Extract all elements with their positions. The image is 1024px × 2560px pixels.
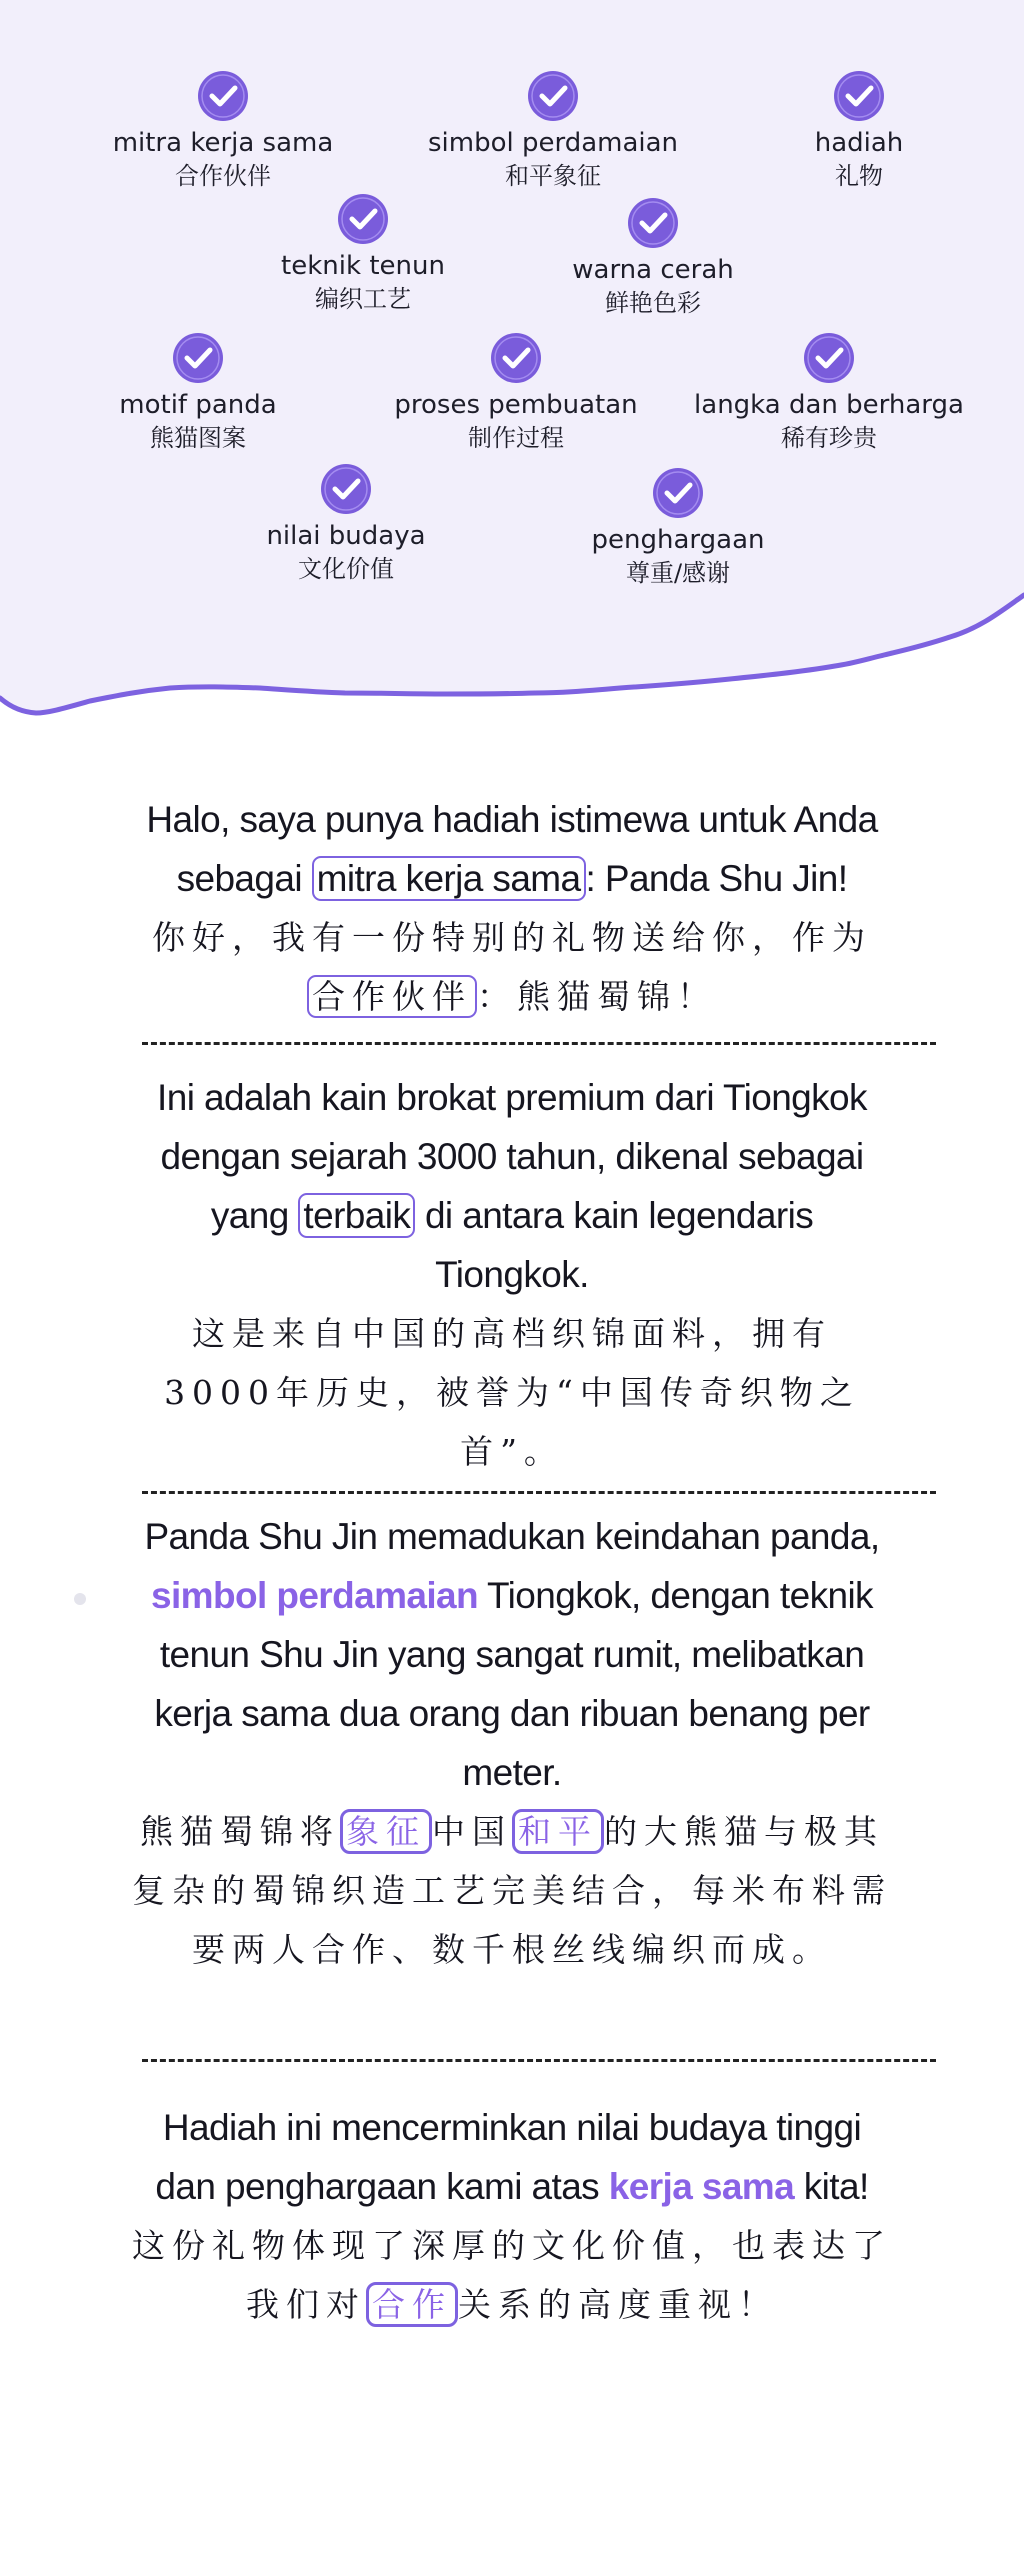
text-segment: 的大熊猫与极其复杂的蜀锦织造工艺完美结合，每米布料需要两人合作、数千根丝线编织而成。	[132, 1812, 892, 1969]
vocab-item	[488, 197, 818, 319]
paragraph-1-chinese	[130, 908, 894, 1026]
text-segment: Ini adalah kain brokat premium dari Tiongkok dengan sejarah 3000 tahun, dikenal sebagai yang	[157, 1077, 867, 1236]
paragraph-2	[130, 1068, 894, 1481]
check-icon	[172, 332, 224, 384]
text-segment: Hadiah ini mencerminkan nilai budaya tinggi dan penghargaan kami atas	[155, 2107, 862, 2207]
paragraph-4	[130, 2098, 894, 2334]
vocab-chinese: 稀有珍贵	[781, 424, 877, 452]
vocab-indonesian: proses pembuatan	[394, 390, 638, 420]
text-segment: 熊猫蜀锦将	[140, 1812, 340, 1851]
highlight-kerja-sama: kerja sama	[608, 2166, 795, 2207]
dashed-divider	[142, 2059, 936, 2062]
paragraph-2-chinese: 这是来自中国的高档织锦面料，拥有3000年历史，被誉为“中国传奇织物之首”。	[164, 1314, 860, 1471]
decorative-dot	[74, 1593, 86, 1605]
vocab-chinese: 尊重/感谢	[625, 559, 731, 587]
vocab-item	[198, 193, 528, 315]
vocab-chinese: 鲜艳色彩	[605, 289, 701, 317]
dashed-divider	[142, 1491, 936, 1494]
vocabulary-card	[0, 0, 1024, 760]
text-segment: ：熊猫蜀锦！	[477, 977, 717, 1016]
dashed-divider	[142, 1042, 936, 1045]
check-icon	[652, 467, 704, 519]
text-segment: di antara kain legendaris Tiongkok.	[415, 1195, 814, 1295]
highlight-mitra-kerja-sama: mitra kerja sama	[312, 856, 586, 901]
check-icon	[320, 463, 372, 515]
vocab-item	[694, 70, 1024, 192]
paragraph-2-indonesian	[130, 1068, 894, 1304]
check-icon	[627, 197, 679, 249]
vocab-indonesian: teknik tenun	[281, 251, 445, 281]
text-segment: : Panda Shu Jin!	[585, 858, 848, 899]
vocab-item	[33, 332, 363, 454]
highlight-hezuo-huoban: 合作伙伴	[307, 975, 477, 1018]
check-icon	[833, 70, 885, 122]
vocab-item	[351, 332, 681, 454]
vocab-item	[388, 70, 718, 192]
vocab-indonesian: penghargaan	[591, 525, 765, 555]
vocab-chinese: 和平象征	[505, 162, 601, 190]
vocab-indonesian: warna cerah	[572, 255, 734, 285]
check-icon	[337, 193, 389, 245]
vocab-indonesian: langka dan berharga	[694, 390, 964, 420]
vocab-item	[513, 467, 843, 589]
vocab-chinese: 熊猫图案	[150, 424, 246, 452]
highlight-simbol-perdamaian: simbol perdamaian	[151, 1575, 479, 1616]
vocab-item	[664, 332, 994, 454]
paragraph-3	[130, 1507, 894, 1979]
check-icon	[197, 70, 249, 122]
vocab-chinese: 制作过程	[468, 424, 564, 452]
vocab-chinese: 文化价值	[298, 555, 394, 583]
vocab-item	[181, 463, 511, 585]
text-segment: Panda Shu Jin memadukan keindahan panda,	[144, 1516, 880, 1557]
highlight-xiangzheng: 象征	[340, 1809, 432, 1854]
text-segment: 中国	[432, 1812, 512, 1851]
check-icon	[527, 70, 579, 122]
highlight-heping: 和平	[512, 1809, 604, 1854]
text-segment: 你好，我有一份特别的礼物送给你，作为	[152, 918, 872, 957]
paragraph-3-chinese	[130, 1802, 894, 1979]
text-segment: 这份礼物体现了深厚的文化价值，也表达了我们对	[132, 2226, 892, 2324]
paragraph-3-indonesian	[130, 1507, 894, 1802]
vocab-item	[58, 70, 388, 192]
text-segment: Tiongkok, dengan teknik tenun Shu Jin yang sangat rumit, melibatkan kerja sama dua orang dan ribuan benang per meter.	[154, 1575, 873, 1793]
paragraph-1	[130, 790, 894, 1026]
check-icon	[490, 332, 542, 384]
vocab-indonesian: nilai budaya	[266, 521, 426, 551]
paragraph-4-indonesian	[130, 2098, 894, 2216]
text-segment: 关系的高度重视！	[458, 2285, 778, 2324]
check-icon	[803, 332, 855, 384]
vocab-chinese: 礼物	[835, 162, 883, 190]
highlight-terbaik: terbaik	[298, 1193, 415, 1238]
vocab-indonesian: motif panda	[119, 390, 277, 420]
vocab-chinese: 编织工艺	[315, 285, 411, 313]
vocab-indonesian: mitra kerja sama	[112, 128, 334, 158]
vocab-chinese: 合作伙伴	[175, 162, 271, 190]
paragraph-1-indonesian	[130, 790, 894, 908]
vocab-indonesian: hadiah	[814, 128, 904, 158]
text-segment: sebagai	[176, 858, 312, 899]
text-segment: kita!	[794, 2166, 869, 2207]
paragraph-4-chinese	[130, 2216, 894, 2334]
text-segment: Halo, saya punya hadiah istimewa untuk Anda	[146, 799, 878, 840]
highlight-hezuo: 合作	[366, 2282, 458, 2327]
vocab-indonesian: simbol perdamaian	[427, 128, 679, 158]
